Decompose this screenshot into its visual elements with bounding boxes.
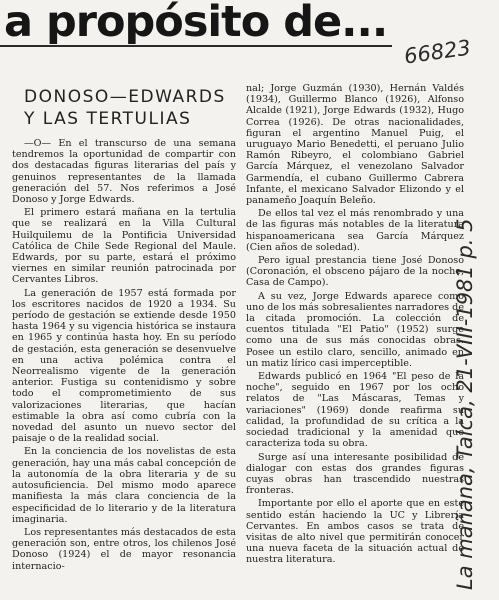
paragraph: Los representantes más destacados de esta generación son, entre otros, los chilenos José Donoso (1924) el de mayor resonancia internacio- [12,526,236,572]
headline [24,86,224,130]
paragraph: De ellos tal vez el más renombrado y una de las figuras más notables de la literatura hispanoamericana sea García Márquez (Cien años de soledad). [246,208,464,253]
paragraph: Surge así una interesante posibilidad de dialogar con estas dos grandes figuras cuyas obras han trascendido nuestras fronteras. [246,451,464,497]
handwritten-source-note: La mañana, Talca, 21-VIII-1981 p. 5 [453,218,477,590]
paragraph: nal; Jorge Guzmán (1930), Hernán Valdés (1934), Guillermo Blanco (1926), Alfonso Alcalde (1921), Jorge Edwards (1932), Hugo Correa (1926). De otras nacionalidades, figuran el argentino Manuel Puig, el uruguayo Mario Benedetti, el peruano Julio Ramón Ribeyro, el colombiano Gabriel García Márquez, el venezolano Salvador Garmendía, el cubano Guillermo Cabrera Infante, el mexicano Salvador Elizondo y el panameño Joaquín Beleño. [246,83,464,207]
paragraph: La generación de 1957 está formada por los escritores nacidos de 1920 a 1934. Su período de gestación se extiende desde 1950 hasta 1964 y su vigencia histórica se instaura en 1965 y continúa hasta hoy. En su período de gestación, esta generación se desenvuelve en una activa polémica contra el Neorrealismo vigente de la generación anterior. Fustiga su contenidismo y sobre todo el comprometimiento de sus valorizaciones literarias, que hacían estimable la obra así como cubría con la novedad del asunto un nuevo sector del paisaje o de la realidad social. [12,287,236,445]
left-column [12,138,236,598]
paragraph: Importante por ello el aporte que en este sentido están haciendo la UC y Librería Cervantes. En ambos casos se trata de visitas de alto nivel que permitirán conocer una nueva faceta de la situación actual de nuestra literatura. [246,498,464,566]
paragraph: A su vez, Jorge Edwards aparece como uno de los más sobresalientes narradores de la citada promoción. La colección de cuentos titulada "El Patio" (1952) surge como una de sus más conocidas obras. Posee un estilo claro, sencillo, animado en un matiz lírico casi imperceptible. [246,290,464,369]
handwritten-number: 66823 [402,35,473,69]
masthead-rule [0,45,392,47]
paragraph: El primero estará mañana en la tertulia que se realizará en la Villa Cultural Huilquilemu de la Pontificia Universidad Católica de Chile Sede Regional del Maule. Edwards, por su parte, estará el próximo viernes en similar reunión patrocinada por Cervantes Libros. [12,207,236,286]
headline-line-2: Y LAS TERTULIAS [24,109,192,129]
right-column [246,83,464,598]
paragraph: —O— En el transcurso de una semana tendremos la oportunidad de compartir con dos destacadas figuras literarias del país y genuinos representantes de la llamada generación del 57. Nos referimos a José Donoso y Jorge Edwards. [12,138,236,206]
paragraph: En la conciencia de los novelistas de esta generación, hay una más cabal concepción de la autonomía de la obra literaria y de su autosuficiencia. Del mismo modo aparece manifiesta la más clara conciencia de la especificidad de lo literario y de la literatura imaginaria. [12,446,236,525]
paragraph: Edwards publicó en 1964 "El peso de la noche", seguido en 1967 por los ocho relatos de "Las Máscaras, Temas y variaciones" (1969) donde reafirma su calidad, la profundidad de su crítica a la sociedad tradicional y la amenidad que caracteriza toda su obra. [246,371,464,450]
headline-line-1: DONOSO—EDWARDS [24,87,226,107]
masthead: a propósito de... [4,0,388,44]
paragraph: Pero igual prestancia tiene José Donoso (Coronación, el obsceno pájaro de la noche, Casa de Campo). [246,255,464,289]
